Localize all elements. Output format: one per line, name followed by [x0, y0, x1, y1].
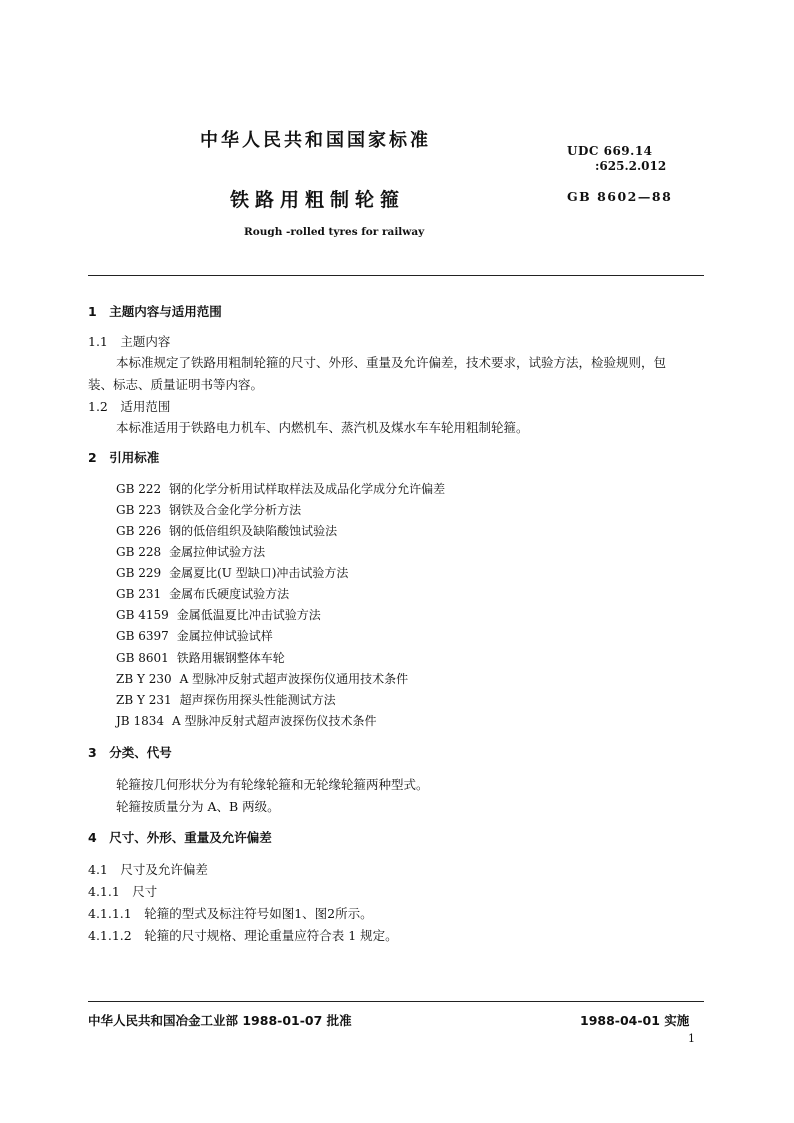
approval-line: 中华人民共和国冶金工业部 1988-01-07 批准: [88, 1013, 352, 1028]
section-1-1-text-line2: 装、标志、质量证明书等内容。: [88, 377, 264, 392]
section-1-1-text-line1: 本标准规定了铁路用粗制轮箍的尺寸、外形、重量及允许偏差，技术要求，试验方法，检验规则，包: [116, 355, 667, 370]
section-4-1-1-heading: 4.1.1 尺寸: [88, 884, 158, 899]
reference-code: GB 4159: [116, 608, 169, 622]
reference-name: 铁路用辗钢整体车轮: [176, 651, 285, 665]
udc-code-line2: :625.2.012: [595, 159, 667, 173]
section-2-heading: 2 引用标准: [88, 450, 160, 465]
reference-code: GB 228: [116, 545, 162, 559]
reference-code: GB 231: [116, 587, 162, 601]
reference-item: [116, 501, 301, 518]
reference-item: [116, 649, 285, 666]
section-4-1-1-2-text: 4.1.1.2 轮箍的尺寸规格、理论重量应符合表 1 规定。: [88, 928, 398, 943]
section-1-heading: 1 主题内容与适用范围: [88, 304, 222, 319]
reference-item: [116, 627, 273, 644]
reference-name: A 型脉冲反射式超声波探伤仪技术条件: [171, 714, 377, 728]
reference-item: [116, 585, 289, 602]
reference-name: A 型脉冲反射式超声波探伤仪通用技术条件: [179, 672, 409, 686]
reference-code: ZB Y 231: [116, 693, 172, 707]
reference-item: [116, 522, 337, 539]
udc-code-line1: UDC 669.14: [567, 144, 653, 158]
reference-code: GB 6397: [116, 629, 169, 643]
section-3-text-line1: 轮箍按几何形状分为有轮缘轮箍和无轮缘轮箍两种型式。: [116, 777, 429, 792]
reference-name: 超声探伤用探头性能测试方法: [179, 693, 336, 707]
reference-item: [116, 712, 376, 729]
english-subtitle: Rough -rolled tyres for railway: [244, 226, 425, 238]
reference-name: 金属夏比(U 型缺口)冲击试验方法: [169, 566, 349, 580]
footer-divider: [88, 1001, 704, 1002]
section-4-1-heading: 4.1 尺寸及允许偏差: [88, 862, 208, 877]
page-number: 1: [688, 1032, 695, 1045]
section-3-heading: 3 分类、代号: [88, 745, 172, 760]
header-divider: [88, 275, 704, 276]
reference-item: [116, 543, 265, 560]
section-3-text-line2: 轮箍按质量分为 A、B 两级。: [116, 799, 280, 814]
reference-code: GB 226: [116, 524, 162, 538]
reference-name: 钢的化学分析用试样取样法及成品化学成分允许偏差: [169, 482, 446, 496]
document-title: 铁路用粗制轮箍: [230, 189, 406, 211]
reference-code: GB 223: [116, 503, 162, 517]
reference-code: JB 1834: [116, 714, 164, 728]
reference-item: [116, 670, 408, 687]
reference-name: 金属低温夏比冲击试验方法: [176, 608, 321, 622]
reference-code: ZB Y 230: [116, 672, 172, 686]
reference-code: GB 222: [116, 482, 162, 496]
reference-name: 钢的低倍组织及缺陷酸蚀试验法: [169, 524, 338, 538]
reference-item: [116, 564, 348, 581]
section-1-1-heading: 1.1 主题内容: [88, 334, 171, 349]
reference-name: 金属拉伸试验试样: [176, 629, 273, 643]
reference-name: 金属布氏硬度试验方法: [169, 587, 290, 601]
reference-code: GB 8601: [116, 651, 169, 665]
standard-title: 中华人民共和国国家标准: [200, 130, 431, 151]
reference-item: [116, 691, 336, 708]
implementation-date: 1988-04-01 实施: [580, 1013, 690, 1028]
gb-number: GB 8602—88: [567, 189, 673, 204]
reference-code: GB 229: [116, 566, 162, 580]
reference-item: [116, 480, 445, 497]
section-4-heading: 4 尺寸、外形、重量及允许偏差: [88, 830, 272, 845]
section-1-2-text: 本标准适用于铁路电力机车、内燃机车、蒸汽机及煤水车车轮用粗制轮箍。: [116, 420, 529, 435]
reference-name: 钢铁及合金化学分析方法: [169, 503, 302, 517]
reference-name: 金属拉伸试验方法: [169, 545, 266, 559]
reference-item: [116, 606, 321, 623]
section-4-1-1-1-text: 4.1.1.1 轮箍的型式及标注符号如图1、图2所示。: [88, 906, 373, 921]
section-1-2-heading: 1.2 适用范围: [88, 399, 171, 414]
